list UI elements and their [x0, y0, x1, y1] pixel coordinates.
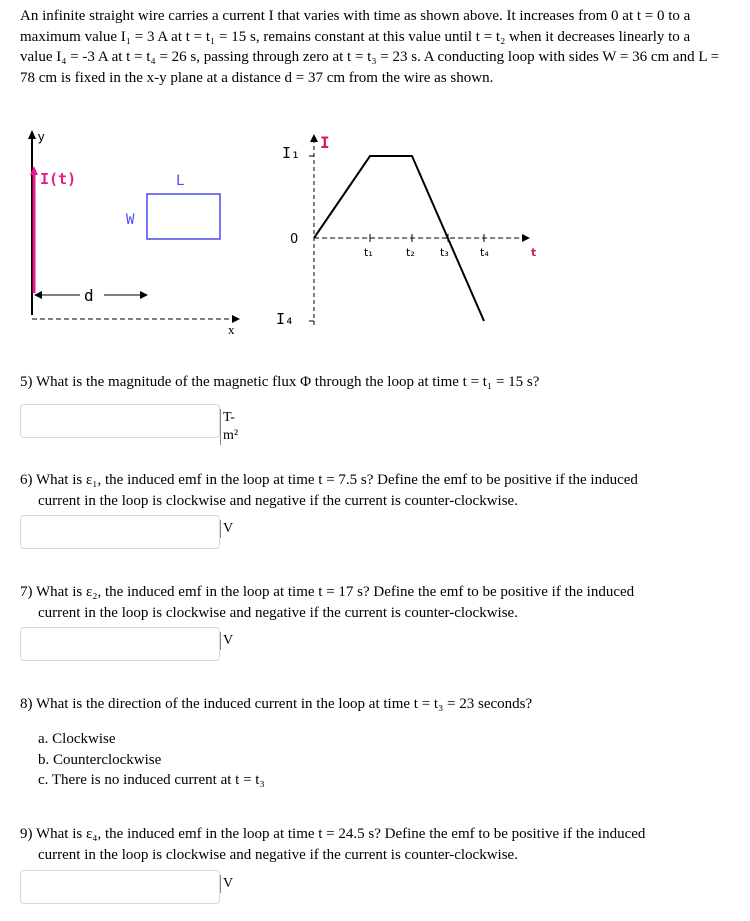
t2-tick-label: t₂	[406, 246, 415, 259]
question-number: 5)	[20, 374, 33, 390]
unit-label-7: V	[220, 632, 233, 650]
question-text: What is ε₂, the induced emf in the loop at time t = 17 s? Define the emf to be positive if the induced	[35, 584, 635, 600]
loop-w-label: W	[126, 212, 135, 228]
time-axis-arrow-icon	[522, 234, 530, 242]
question-number: 7)	[20, 584, 33, 600]
conducting-loop	[147, 194, 220, 239]
question-8	[20, 694, 730, 715]
d-arrow-right-icon	[140, 291, 148, 299]
problem-figure	[0, 128, 750, 343]
question-number: 9)	[20, 826, 33, 842]
question-text: What is the direction of the induced current in the loop at time t = t₃ = 23 seconds?	[35, 696, 533, 712]
current-axis-label: I	[320, 133, 330, 152]
option-b[interactable]: b. Counterclockwise	[38, 751, 162, 768]
x-axis-label: x	[228, 322, 235, 337]
option-c[interactable]: c. There is no induced current at t = t₃	[38, 772, 265, 788]
question-6	[20, 470, 730, 512]
d-label: d	[84, 286, 94, 305]
question-text: What is the magnitude of the magnetic flux Φ through the loop at time t = t₁ = 15 s?	[35, 374, 540, 390]
problem-statement: An infinite straight wire carries a current I that varies with time as shown above. It increases from 0 at t = 0 to a maximum value I₁ = 3 A at t = t₁ = 15 s, remains constant at this value until t = t₂ when it decreases linearly to a value I₄ = -3 A at t = t₄ = 26 s, passing through zero at t = t₃ = 23 s. A conducting loop with sides W = 36 cm and L = 78 cm is fixed in the x-y plane at a distance d = 37 cm from the wire as shown.	[20, 8, 720, 86]
question-7	[20, 582, 730, 624]
question-5	[20, 372, 730, 393]
answer-input-6[interactable]	[20, 515, 220, 549]
answer-input-9[interactable]	[20, 870, 220, 904]
answer-input-7[interactable]	[20, 627, 220, 661]
i1-label: I₁	[282, 144, 301, 162]
t3-tick-label: t₃	[440, 246, 449, 259]
current-axis-arrow-icon	[310, 134, 318, 142]
unit-label-9: V	[220, 875, 233, 893]
i4-label: I₄	[276, 310, 295, 328]
question-number: 8)	[20, 696, 33, 712]
question-text-cont: current in the loop is clockwise and negative if the current is counter-clockwise.	[38, 493, 518, 509]
question-9	[20, 824, 730, 866]
question-text-cont: current in the loop is clockwise and negative if the current is counter-clockwise.	[38, 605, 518, 621]
question-number: 6)	[20, 472, 33, 488]
zero-label: 0	[290, 232, 299, 247]
t1-tick-label: t₁	[364, 246, 373, 259]
option-a[interactable]: a. Clockwise	[38, 731, 116, 747]
question-8-options	[38, 729, 265, 791]
unit-label-6: V	[220, 520, 233, 538]
unit-label-5: T-m²	[220, 409, 238, 445]
time-axis-label: t	[531, 246, 537, 259]
t4-tick-label: t₄	[480, 246, 489, 259]
current-label: I(t)	[40, 170, 77, 188]
question-text: What is ε₄, the induced emf in the loop at time t = 24.5 s? Define the emf to be positive if the induced	[35, 826, 646, 842]
y-axis-arrow-icon	[28, 130, 36, 139]
question-text-cont: current in the loop is clockwise and negative if the current is counter-clockwise.	[38, 847, 518, 863]
loop-l-label: L	[176, 173, 185, 189]
question-text: What is ε₁, the induced emf in the loop at time t = 7.5 s? Define the emf to be positive if the induced	[35, 472, 638, 488]
answer-input-5[interactable]	[20, 404, 220, 438]
y-axis-label: y	[38, 129, 45, 144]
